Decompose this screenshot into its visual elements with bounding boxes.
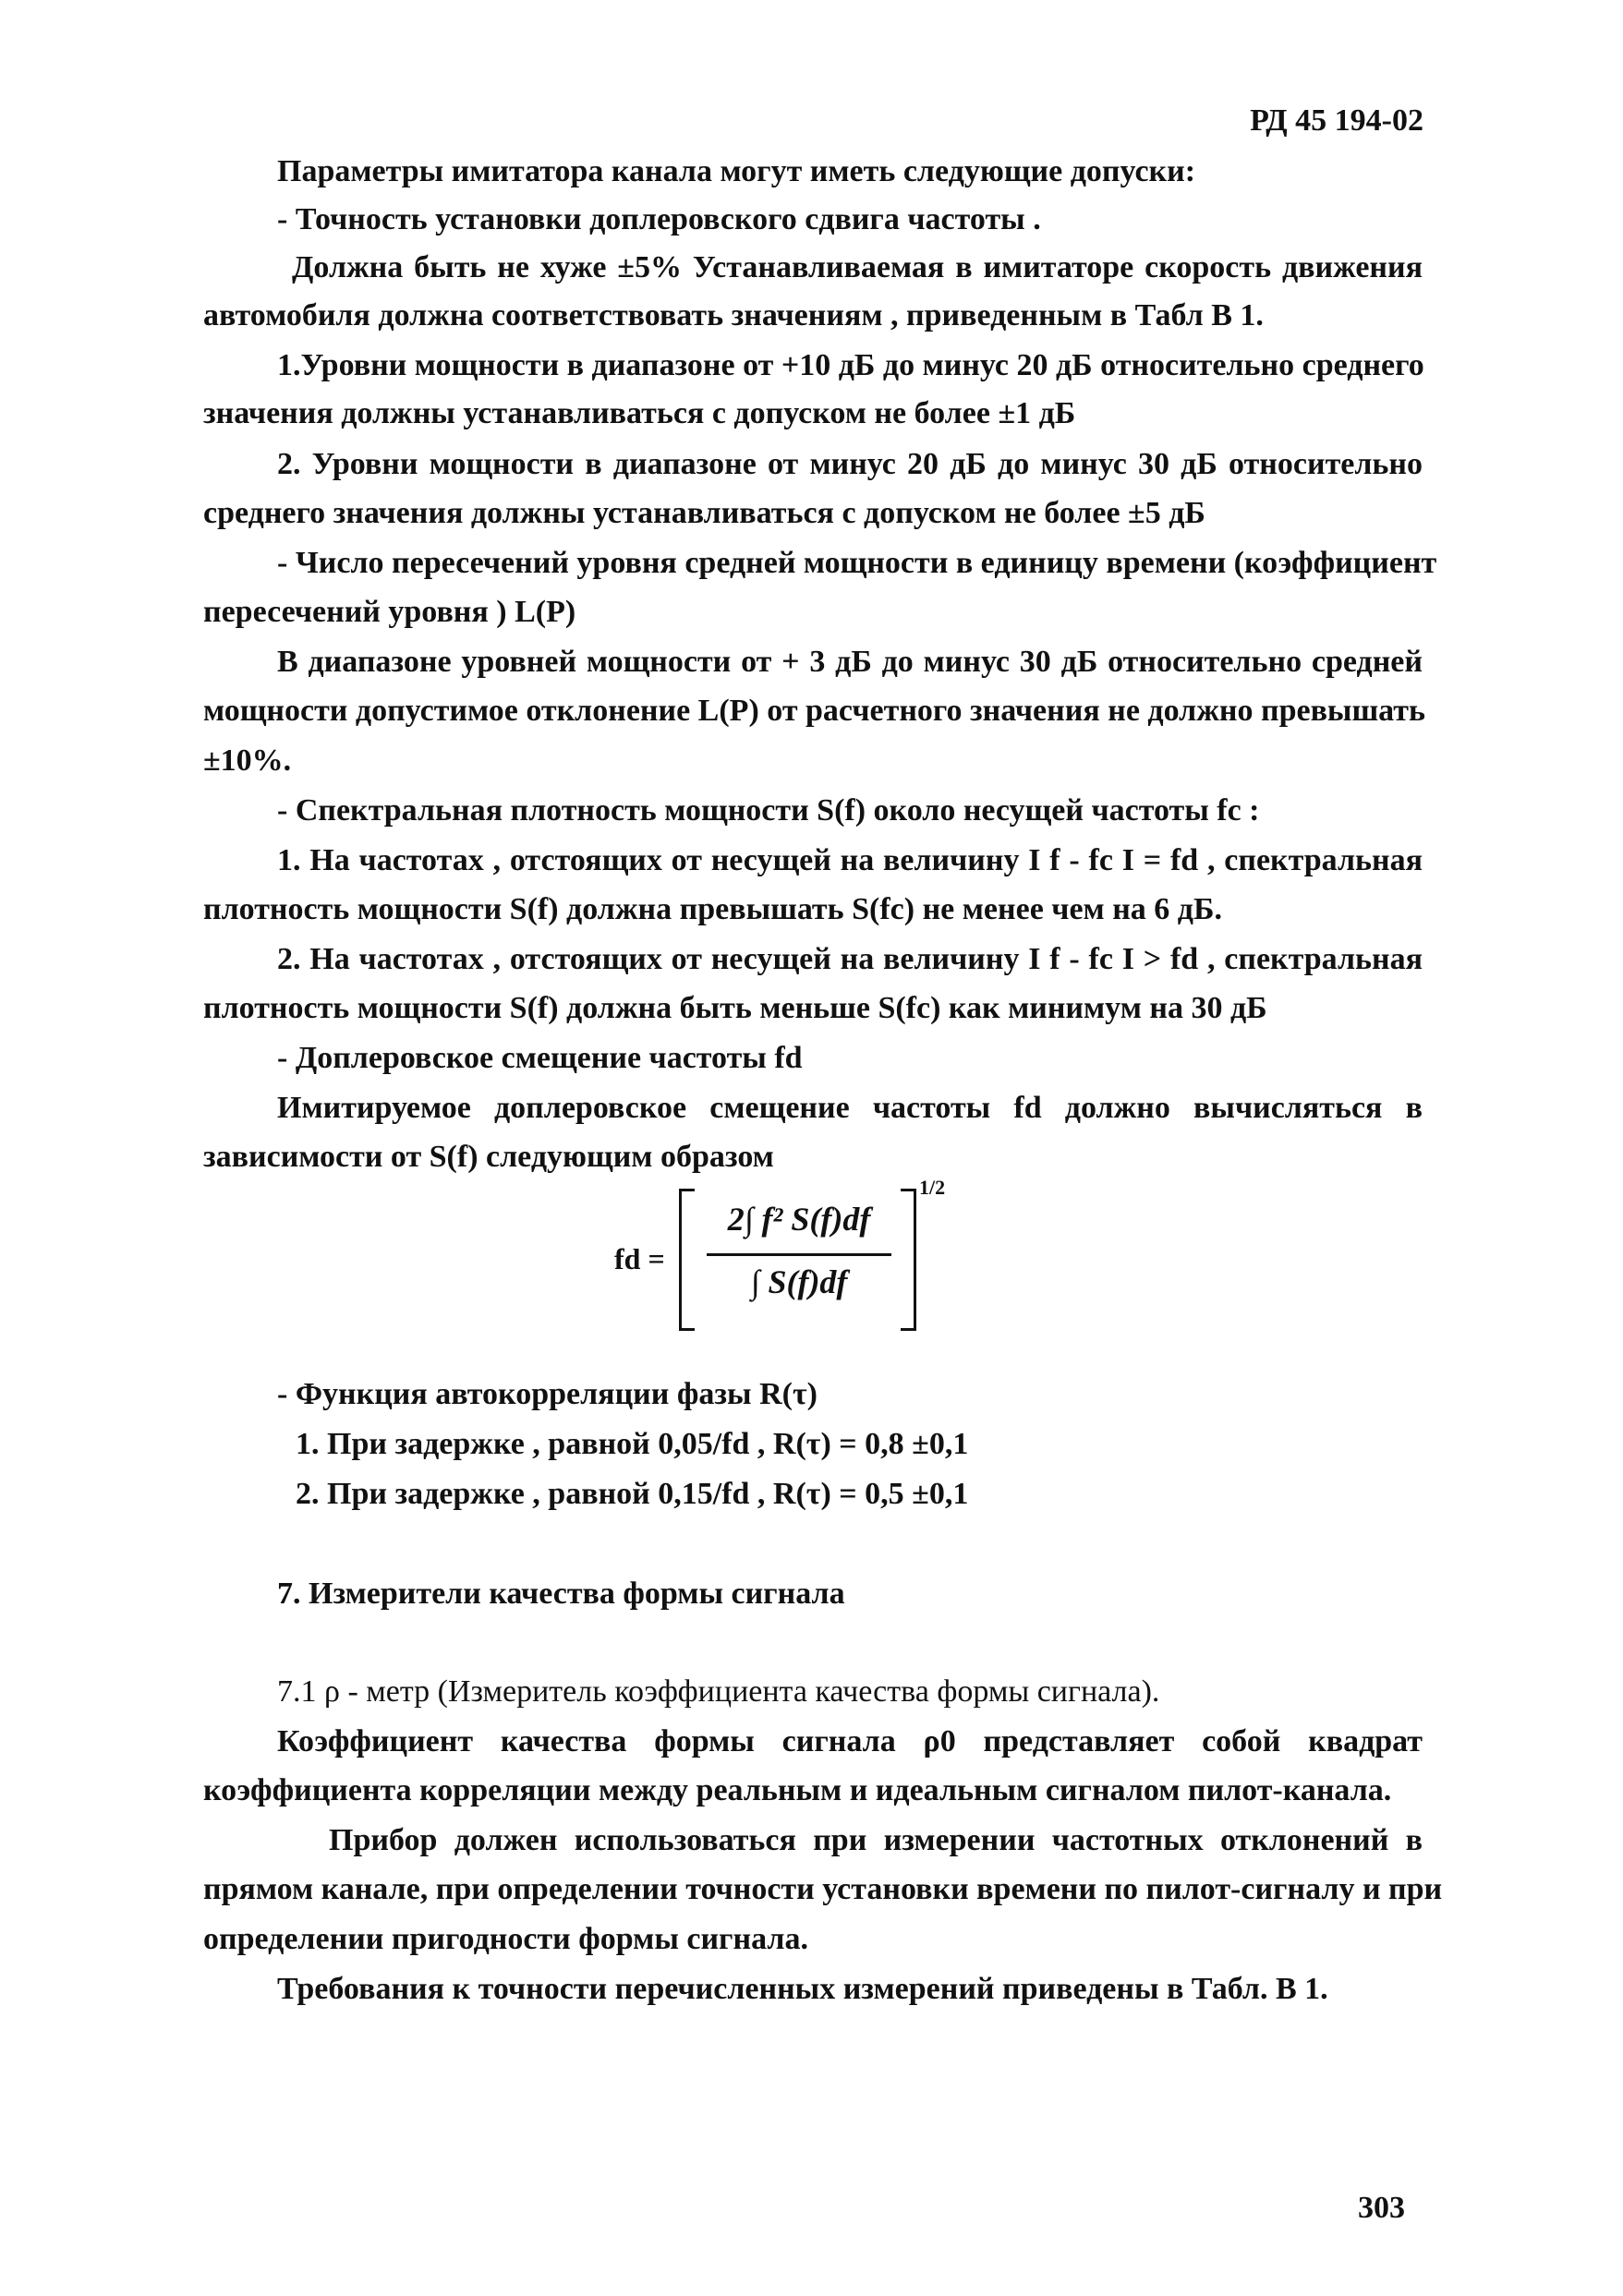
text-line: плотность мощности S(f) должна быть меньше S(fc) как минимум на 30 дБ: [203, 991, 1267, 1025]
text-line: 2. Уровни мощности в диапазоне от минус 20 дБ до минус 30 дБ относительно: [277, 447, 1423, 481]
document-code: РД 45 194-02: [1250, 103, 1423, 138]
text-line: коэффициента корреляции между реальным и идеальным сигналом пилот-канала.: [203, 1773, 1392, 1807]
text-line: определении пригодности формы сигнала.: [203, 1922, 808, 1956]
formula-denominator: ∫ S(f)df: [750, 1263, 848, 1300]
text-line: 2. На частотах , отстоящих от несущей на величину I f - fc I > fd , спектральная: [277, 942, 1423, 976]
text-line: мощности допустимое отклонение L(P) от расчетного значения не должно превышать: [203, 694, 1425, 728]
text-line: В диапазоне уровней мощности от + 3 дБ до минус 30 дБ относительно средней: [277, 645, 1423, 679]
right-bracket: [901, 1189, 916, 1331]
text-line: Прибор должен использоваться при измерении частотных отклонений в: [329, 1823, 1423, 1857]
text-line: пересечений уровня ) L(P): [203, 595, 576, 629]
doppler-formula: [614, 1176, 946, 1335]
text-line: 1. При задержке , равной 0,05/fd , R(τ) = 0,8 ±0,1: [296, 1427, 969, 1461]
text-line: - Точность установки доплеровского сдвига частоты .: [277, 202, 1041, 236]
section-heading: 7. Измерители качества формы сигнала: [277, 1577, 845, 1611]
left-bracket: [679, 1189, 695, 1331]
text-line: среднего значения должны устанавливаться с допуском не более ±5 дБ: [203, 496, 1205, 530]
text-line: - Функция автокорреляции фазы R(τ): [277, 1377, 818, 1411]
text-line: Параметры имитатора канала могут иметь следующие допуски:: [277, 154, 1196, 188]
formula-lhs: fd =: [614, 1242, 665, 1275]
text-line: - Число пересечений уровня средней мощности в единицу времени (коэффициент: [277, 546, 1437, 580]
text-line: 2. При задержке , равной 0,15/fd , R(τ) = 0,5 ±0,1: [296, 1477, 969, 1511]
formula-numerator: 2∫ f² S(f)df: [727, 1201, 871, 1238]
text-line: ±10%.: [203, 743, 292, 778]
fraction-bar: [707, 1253, 891, 1256]
text-line: зависимости от S(f) следующим образом: [203, 1140, 774, 1174]
page-number: 303: [1358, 2191, 1405, 2225]
text-line: 1.Уровни мощности в диапазоне от +10 дБ до минус 20 дБ относительно среднего: [277, 348, 1424, 382]
text-line: Должна быть не хуже ±5% Устанавливаемая в имитаторе скорость движения: [292, 250, 1423, 284]
text-line: Имитируемое доплеровское смещение частоты fd должно вычисляться в: [277, 1091, 1423, 1125]
text-line: - Спектральная плотность мощности S(f) около несущей частоты fc :: [277, 793, 1260, 828]
text-line: прямом канале, при определении точности установки времени по пилот-сигналу и при: [203, 1872, 1443, 1906]
text-line: плотность мощности S(f) должна превышать S(fc) не менее чем на 6 дБ.: [203, 892, 1222, 926]
text-line: Требования к точности перечисленных измерений приведены в Табл. В 1.: [277, 1972, 1328, 2006]
text-line: 1. На частотах , отстоящих от несущей на величину I f - fc I = fd , спектральная: [277, 843, 1423, 877]
text-line: автомобиля должна соответствовать значениям , приведенным в Табл В 1.: [203, 298, 1264, 332]
text-line: Коэффициент качества формы сигнала ρ0 представляет собой квадрат: [277, 1724, 1423, 1758]
text-line: значения должны устанавливаться с допуском не более ±1 дБ: [203, 396, 1076, 430]
text-line: - Доплеровское смещение частоты fd: [277, 1041, 803, 1075]
subsection-heading: 7.1 ρ - метр (Измеритель коэффициента качества формы сигнала).: [277, 1674, 1160, 1709]
formula-exponent: 1/2: [919, 1176, 946, 1199]
